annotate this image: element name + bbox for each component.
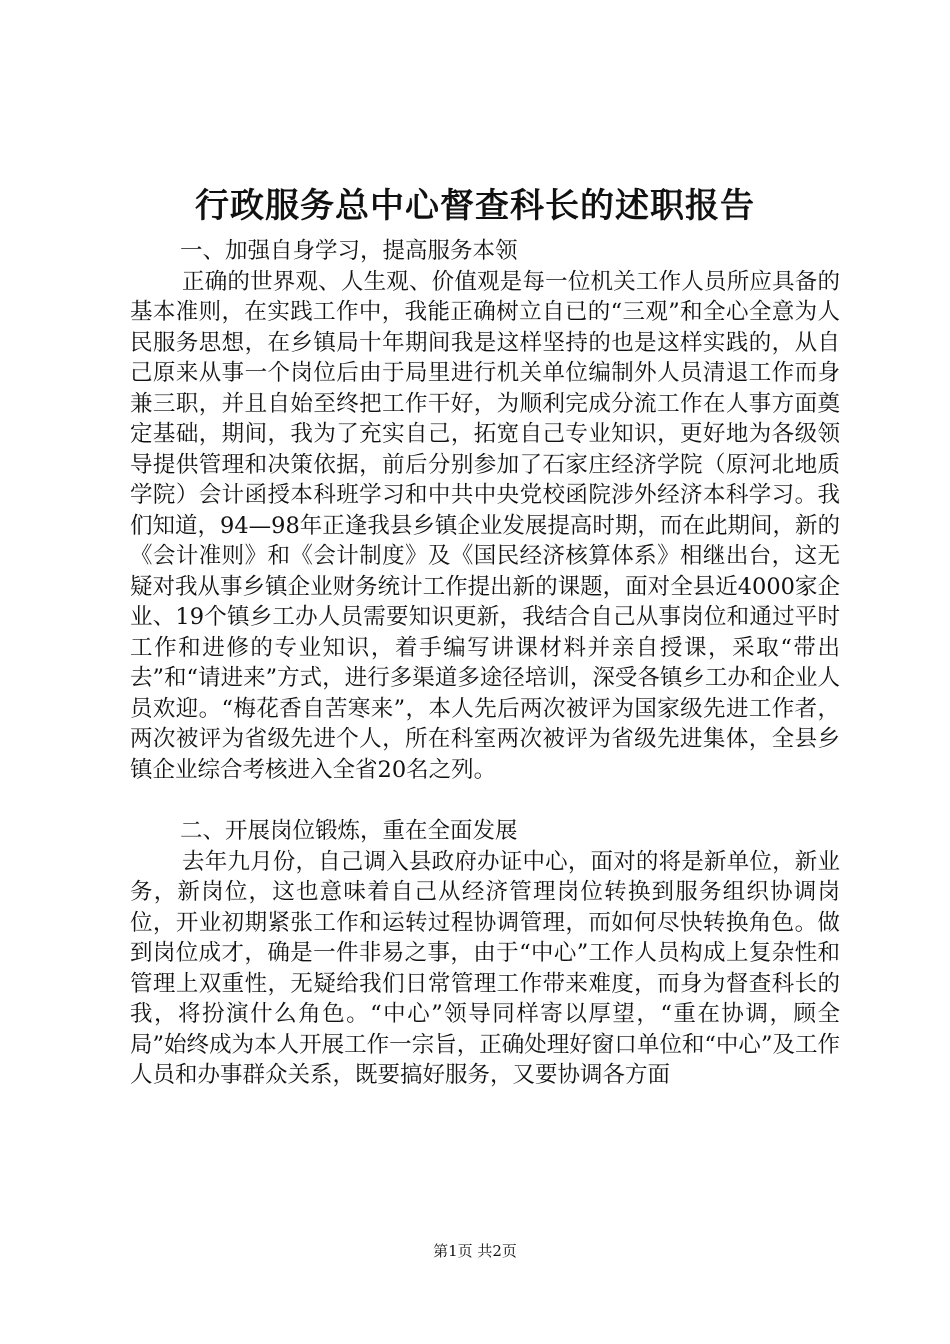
section-paragraph-2: 去年九月份，自己调入县政府办证中心，面对的将是新单位，新业务，新岗位，这也意味着自己从经济管理岗位转换到服务组织协调岗位，开业初期紧张工作和运转过程协调管理，而如何尽快转换角色。做到岗位成才，确是一件非易之事，由于“中心”工作人员构成上复杂性和管理上双重性，无疑给我们日常管理工作带来难度，而身为督查科长的我，将扮演什么角色。“中心”领导同样寄以厚望，“重在协调，顾全局”始终成为本人开展工作一宗旨，正确处理好窗口单位和“中心”及工作人员和办事群众关系，既要搞好服务，又要协调各方面 — [130, 848, 840, 1088]
document-body — [130, 236, 840, 1091]
page-footer: 第1页 共2页 — [433, 1242, 517, 1260]
section-spacer — [130, 785, 840, 816]
document-title: 行政服务总中心督查科长的述职报告 — [195, 186, 755, 226]
section-heading-2: 二、开展岗位锻炼，重在全面发展 — [180, 818, 518, 844]
section-paragraph-1: 正确的世界观、人生观、价值观是每一位机关工作人员所应具备的基本准则，在实践工作中，我能正确树立自已的“三观”和全心全意为人民服务思想，在乡镇局十年期间我是这样坚持的也是这样实践的，从自己原来从事一个岗位后由于局里进行机关单位编制外人员清退工作而身兼三职，并且自始至终把工作干好，为顺利完成分流工作在人事方面奠定基础，期间，我为了充实自己，拓宽自己专业知识，更好地为各级领导提供管理和决策依据，前后分别参加了石家庄经济学院（原河北地质学院）会计函授本科班学习和中共中央党校函院涉外经济本科学习。我们知道，94—98年正逢我县乡镇企业发展提高时期，而在此期间，新的《会计准则》和《会计制度》及《国民经济核算体系》相继出台，这无疑对我从事乡镇企业财务统计工作提出新的课题，面对全县近4000家企业、19个镇乡工办人员需要知识更新，我结合自己从事岗位和通过平时工作和进修的专业知识，着手编写讲课材料并亲自授课，采取“带出去”和“请进来”方式，进行多渠道多途径培训，深受各镇乡工办和企业人员欢迎。“梅花香自苦寒来”，本人先后两次被评为国家级先进工作者，两次被评为省级先进个人，所在科室两次被评为省级先进集体，全县乡镇企业综合考核进入全省20名之列。 — [130, 268, 840, 783]
section-heading-1: 一、加强自身学习，提高服务本领 — [180, 238, 518, 264]
